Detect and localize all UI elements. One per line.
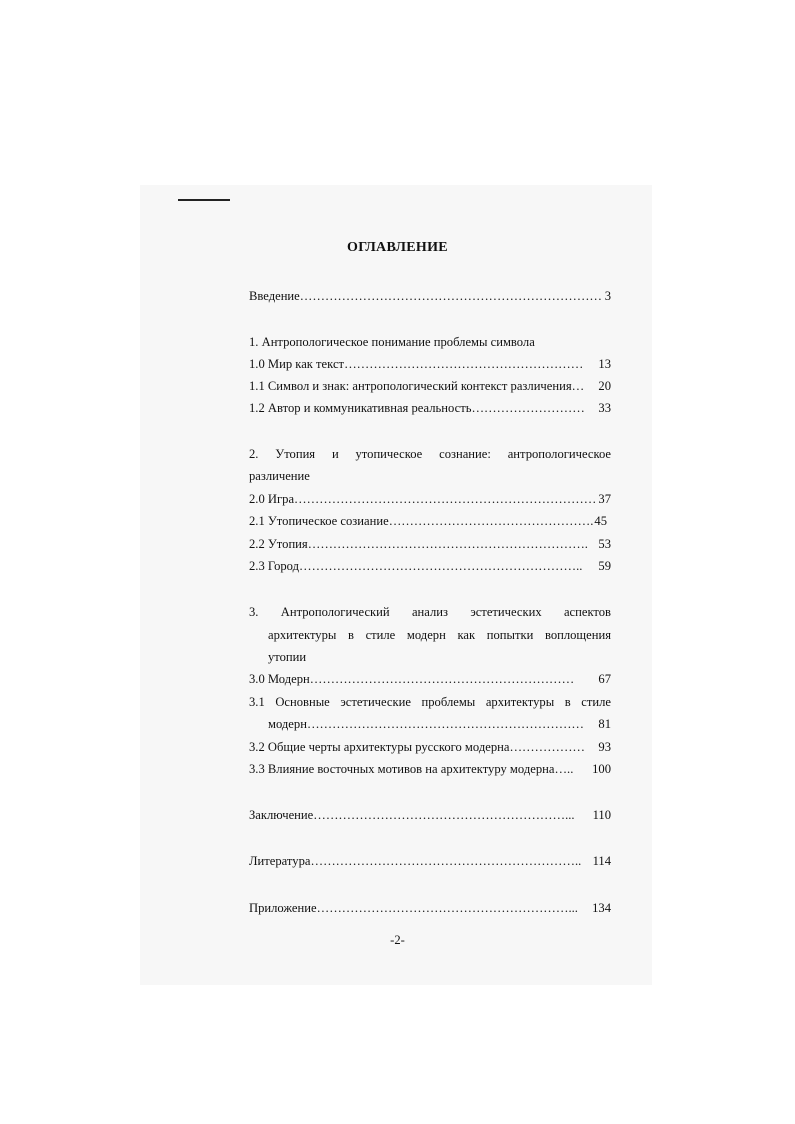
toc-entry-2-3[interactable]: 2.3 Город ………………………………………………………….. 59 [249, 559, 611, 573]
toc-entry-1-1[interactable]: 1.1 Символ и знак: антропологический контекст различения … 20 [249, 379, 611, 393]
toc-entry-2-2[interactable]: 2.2 Утопия …………………………………………………………. 53 [249, 537, 611, 551]
toc-entry-2-0[interactable]: 2.0 Игра ……………………………………………………………… 37 [249, 492, 611, 506]
toc-chapter-2-heading: 2. Утопия и утопическое сознание: антропологическое [249, 447, 611, 461]
toc-chapter-3-heading: 3. Антропологический анализ эстетических аспектов [249, 605, 611, 619]
toc-entry-3-1-cont[interactable]: модерн ………………………………………………………… 81 [268, 717, 611, 731]
toc-entry-1-2[interactable]: 1.2 Автор и коммуникативная реальность ……………………… 33 [249, 401, 611, 415]
toc-chapter-1-heading: 1. Антропологическое понимание проблемы символа [249, 335, 535, 349]
toc-title: ОГЛАВЛЕНИЕ [347, 240, 448, 255]
toc-entry-3-3[interactable]: 3.3 Влияние восточных мотивов на архитектуру модерна ….. 100 [249, 762, 611, 776]
toc-chapter-2-heading-cont: различение [249, 469, 310, 483]
toc-entry-3-1[interactable]: 3.1 Основные эстетические проблемы архитектуры в стиле [249, 695, 611, 709]
page-number: -2- [390, 933, 405, 947]
toc-entry-conclusion[interactable]: Заключение ……………………………………………………... 110 [249, 808, 611, 822]
toc-entry-intro[interactable]: Введение ……………………………………………………………… 3 [249, 289, 611, 303]
toc-entry-1-0[interactable]: 1.0 Мир как текст ………………………………………………… 13 [249, 357, 611, 371]
toc-entry-appendix[interactable]: Приложение ……………………………………………………... 134 [249, 901, 611, 915]
toc-chapter-3-heading-cont: архитектуры в стиле модерн как попытки воплощения [268, 628, 611, 642]
toc-entry-literature[interactable]: Литература ……………………………………………………….. 114 [249, 854, 611, 868]
toc-entry-3-2[interactable]: 3.2 Общие черты архитектуры русского модерна ……………… 93 [249, 740, 611, 754]
toc-entry-3-0[interactable]: 3.0 Модерн ……………………………………………………… 67 [249, 672, 611, 686]
toc-chapter-3-heading-cont2: утопии [268, 650, 307, 664]
scan-mark [178, 199, 230, 201]
toc-entry-2-1[interactable]: 2.1 Утопическое созиание …………………………………………. 45 [249, 514, 607, 528]
